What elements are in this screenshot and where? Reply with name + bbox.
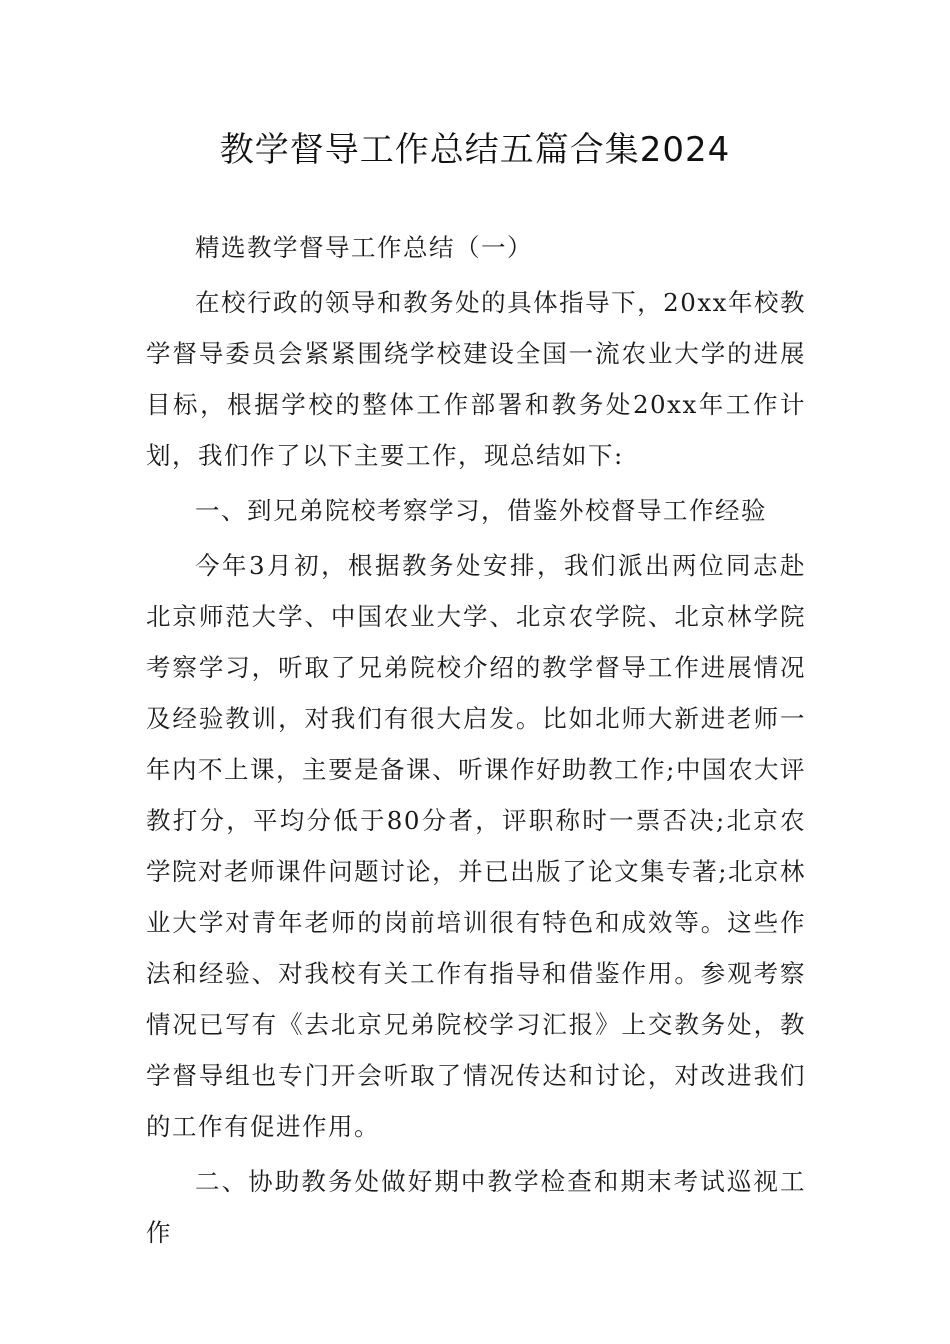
- body-paragraph-intro: 在校行政的领导和教务处的具体指导下，20xx年校教学督导委员会紧紧围绕学校建设全国一流农业大学的进展目标，根据学校的整体工作部署和教务处20xx年工作计划，我们作了以下主要工作，现总结如下:: [146, 288, 806, 470]
- body-paragraph-visit: 今年3月初，根据教务处安排，我们派出两位同志赴北京师范大学、中国农业大学、北京农学院、北京林学院考察学习，听取了兄弟院校介绍的教学督导工作进展情况及经验教训，对我们有很大启发。比如北师大新进老师一年内不上课，主要是备课、听课作好助教工作;中国农大评教打分，平均分低于80分者，评职称时一票否决;北京农学院对老师课件问题讨论，并已出版了论文集专著;北京林业大学对青年老师的岗前培训很有特色和成效等。这些作法和经验、对我校有关工作有指导和借鉴作用。参观考察情况已写有《去北京兄弟院校学习汇报》上交教务处，教学督导组也专门开会听取了情况传达和讨论，对改进我们的工作有促进作用。: [146, 551, 806, 1141]
- section-heading-visit: 一、到兄弟院校考察学习，借鉴外校督导工作经验: [195, 496, 767, 525]
- document-title: 教学督导工作总结五篇合集2024: [219, 130, 731, 170]
- section-heading-inspection: 二、协助教务处做好期中教学检查和期末考试巡视工作: [146, 1167, 806, 1247]
- document-body: [146, 222, 806, 1258]
- section-heading-1: 精选教学督导工作总结（一）: [195, 233, 533, 262]
